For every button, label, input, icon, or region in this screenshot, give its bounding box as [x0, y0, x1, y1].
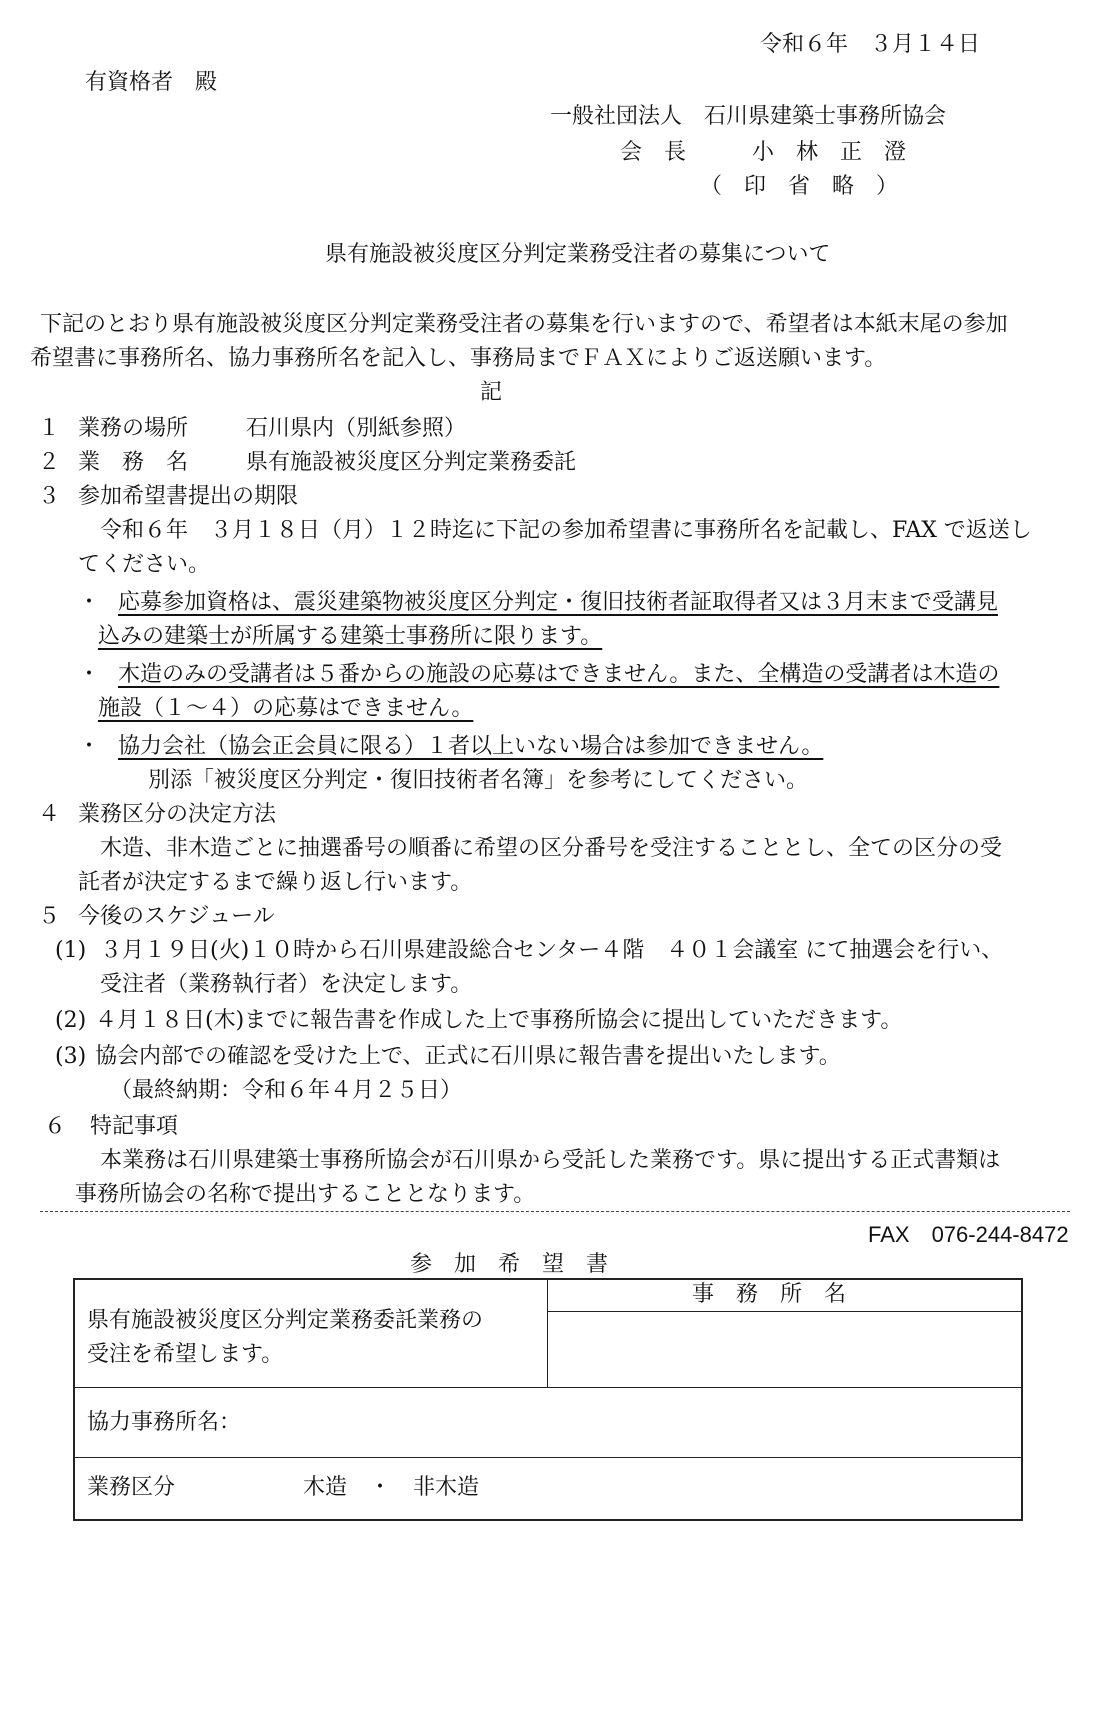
schedule-3-line-2: （最終納期：令和６年４月２５日） — [110, 1078, 463, 1103]
item-4-label: 業務区分の決定方法 — [78, 802, 277, 827]
schedule-3-number: (3) — [55, 1044, 87, 1069]
reference-note: 別添「被災度区分判定・復旧技術者名簿」を参考にしてください。 — [148, 768, 809, 793]
bullet-2-line-1: 木造のみの受講者は５番からの施設の応募はできません。また、全構造の受講者は木造の — [118, 662, 1000, 687]
item-2-value: 県有施設被災度区分判定業務委託 — [246, 450, 577, 475]
office-name-header: 事 務 所 名 — [692, 1282, 847, 1307]
column-divider — [547, 1280, 548, 1387]
request-text-line-2: 受注を希望します。 — [87, 1342, 284, 1367]
office-name-field[interactable] — [560, 1325, 1015, 1381]
bullet-1-mark: ・ — [78, 590, 101, 615]
schedule-1-number: (1) — [55, 938, 87, 963]
item-6-number: ６ — [44, 1114, 67, 1139]
cooperating-office-label: 協力事務所名： — [87, 1410, 242, 1435]
document-title: 県有施設被災度区分判定業務受注者の募集について — [325, 242, 831, 267]
bullet-1-line-2: 込みの建築士が所属する建築士事務所に限ります。 — [98, 624, 603, 649]
bullet-3-mark: ・ — [78, 734, 101, 759]
item-1-label: 業務の場所 — [78, 416, 189, 441]
document-date: 令和６年 ３月１４日 — [760, 32, 981, 57]
item-6-text-line-2: 事務所協会の名称で提出することとなります。 — [75, 1182, 536, 1207]
row-divider-1 — [75, 1387, 1021, 1388]
office-header-divider — [547, 1311, 1021, 1312]
item-2-label: 業 務 名 — [78, 450, 189, 475]
item-2-number: ２ — [38, 450, 61, 475]
work-category-label: 業務区分 — [87, 1475, 176, 1500]
cut-line-divider — [40, 1211, 1070, 1212]
schedule-2-number: (2) — [55, 1008, 87, 1033]
work-category-options[interactable]: 木造 ・ 非木造 — [303, 1475, 480, 1500]
item-4-text-line-2: 託者が決定するまで繰り返し行います。 — [78, 870, 473, 895]
sender-title-name: 会 長 小 林 正 澄 — [620, 140, 907, 165]
item-6-text-line-1: 本業務は石川県建築士事務所協会が石川県から受託した業務です。県に提出する正式書類は — [100, 1148, 1001, 1173]
intro-line-1: 下記のとおり県有施設被災度区分判定業務受注者の募集を行いますので、希望者は本紙末尾の参加 — [40, 312, 1008, 337]
schedule-1-line-2: 受注者（業務執行者）を決定します。 — [100, 972, 473, 997]
schedule-2-line-1: ４月１８日(木)までに報告書を作成した上で事務所協会に提出していただきます。 — [95, 1008, 903, 1033]
item-4-number: ４ — [38, 802, 61, 827]
sender-organization: 一般社団法人 石川県建築士事務所協会 — [550, 104, 947, 129]
bullet-2-line-2: 施設（１～４）の応募はできません。 — [98, 696, 474, 721]
item-5-number: ５ — [38, 904, 61, 929]
request-text-line-1: 県有施設被災度区分判定業務委託業務の — [87, 1308, 484, 1333]
bullet-3-line-1: 協力会社（協会正会員に限る）１者以上いない場合は参加できません。 — [118, 734, 824, 759]
application-form-table — [73, 1278, 1023, 1521]
item-5-label: 今後のスケジュール — [78, 904, 275, 929]
item-1-value: 石川県内（別紙参照） — [246, 416, 467, 441]
item-3-text-line-1: 令和６年 ３月１８日（月）１２時迄に下記の参加希望書に事務所名を記載し、FAX で返送し — [100, 518, 1032, 543]
schedule-1-line-1: ３月１９日(火)１０時から石川県建設総合センター４階 ４０１会議室 にて抽選会を行い、 — [100, 938, 1004, 963]
seal-omitted-note: （ 印 省 略 ） — [700, 174, 899, 199]
fax-number: FAX 076-244-8472 — [868, 1222, 1069, 1247]
bullet-2-mark: ・ — [78, 662, 101, 687]
ki-heading: 記 — [480, 380, 503, 405]
cooperating-office-field[interactable] — [245, 1398, 1005, 1448]
form-title: 参 加 希 望 書 — [410, 1252, 609, 1277]
item-1-number: １ — [38, 416, 61, 441]
item-3-number: ３ — [38, 484, 61, 509]
bullet-1-line-1: 応募参加資格は、震災建築物被災度区分判定・復旧技術者証取得者又は３月末まで受講見 — [118, 590, 999, 615]
item-3-label: 参加希望書提出の期限 — [78, 484, 299, 509]
item-4-text-line-1: 木造、非木造ごとに抽選番号の順番に希望の区分番号を受注することとし、全ての区分の受 — [100, 836, 1003, 861]
item-6-label: 特記事項 — [90, 1114, 179, 1139]
schedule-3-line-1: 協会内部での確認を受けた上で、正式に石川県に報告書を提出いたします。 — [95, 1044, 841, 1069]
item-3-text-line-2: てください。 — [78, 552, 211, 577]
row-divider-2 — [75, 1457, 1021, 1458]
addressee: 有資格者 殿 — [85, 70, 218, 95]
intro-line-2: 希望書に事務所名、協力事務所名を記入し、事務局までＦＡＸによりご返送願います。 — [30, 346, 887, 371]
